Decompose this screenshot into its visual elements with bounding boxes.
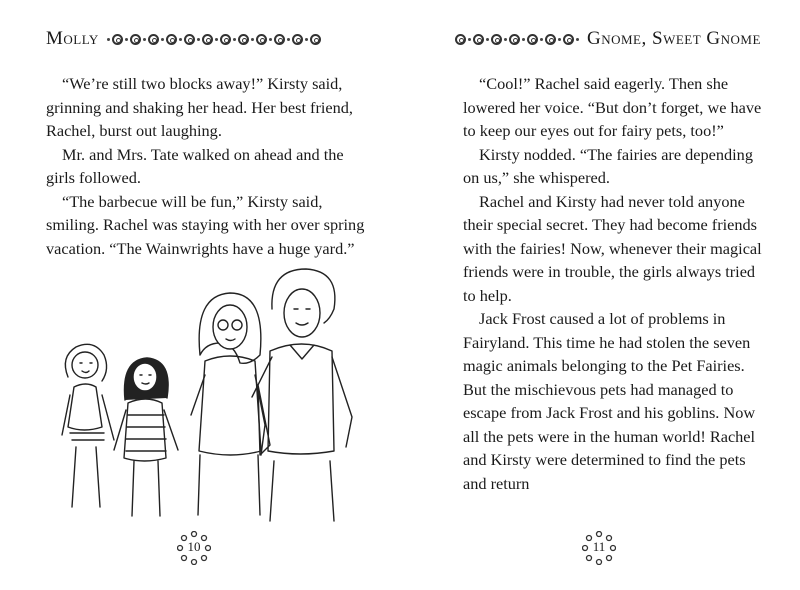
right-page-number-badge: [582, 531, 616, 565]
paragraph: “We’re still two blocks away!” Kirsty said, grinning and shaking her head. Her best friend, Rachel, burst out laughing.: [46, 74, 353, 140]
right-page: [400, 0, 800, 590]
paragraph: Jack Frost caused a lot of problems in Fairyland. This time he had stolen the seven magic animals belonging to the Pet Fairies. But the mischievous pets had managed to escape from Jack Frost and his goblins. Now all the pets were in the human world! Rachel and Kirsty were determined to find the pets and return: [463, 309, 756, 493]
mother-figure: [191, 293, 270, 515]
girl-dark-hair-figure: [114, 358, 178, 516]
paragraph: Mr. and Mrs. Tate walked on ahead and the girls followed.: [46, 144, 344, 187]
paragraph: Rachel and Kirsty had never told anyone their special secret. They had become friends with the fairies! Now, whenever their magical friends were in trouble, the girls always tried to help.: [463, 191, 762, 305]
left-running-header: [46, 28, 321, 50]
right-running-header: [455, 28, 761, 50]
father-figure: [252, 269, 352, 521]
right-header-swirl-ornament: [455, 34, 579, 45]
left-page-number: 10: [187, 539, 201, 554]
right-header-title: Gnome, Sweet Gnome: [587, 28, 761, 49]
illustration-family-walking: [40, 265, 370, 530]
right-body-text: [463, 72, 763, 495]
paragraph: “Cool!” Rachel said eagerly. Then she lowered her voice. “But don’t forget, we have to keep our eyes out for fairy pets, too!”: [463, 74, 762, 140]
left-header-title: Molly: [46, 28, 99, 49]
left-body-text: [46, 72, 366, 260]
left-header-swirl-ornament: [107, 34, 321, 45]
paragraph: “The barbecue will be fun,” Kirsty said, smiling. Rachel was staying with her over spring vacation. “The Wainwrights have a huge yard.”: [46, 191, 365, 258]
right-page-number: 11: [592, 539, 606, 554]
left-page-number-badge: [177, 531, 211, 565]
paragraph: Kirsty nodded. “The fairies are depending on us,” she whispered.: [463, 144, 753, 187]
girl-small-figure: [62, 344, 114, 507]
